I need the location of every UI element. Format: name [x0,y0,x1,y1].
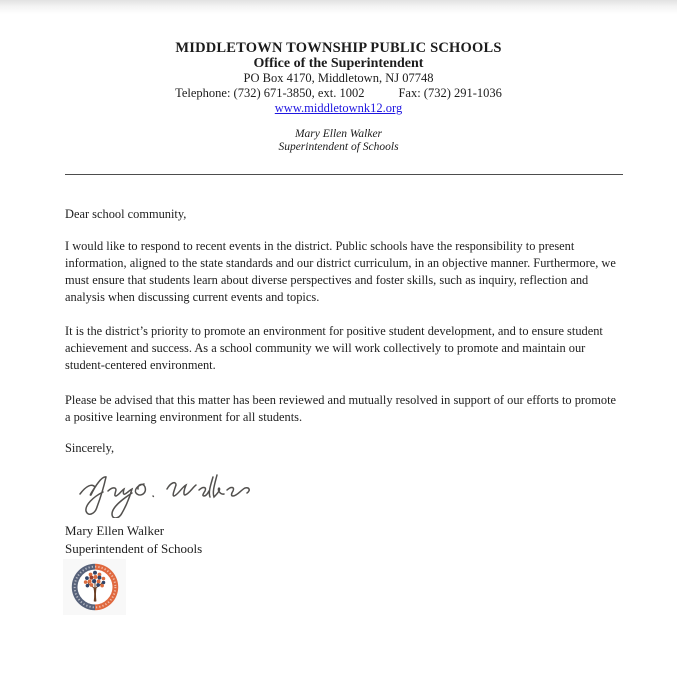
organization-name: MIDDLETOWN TOWNSHIP PUBLIC SCHOOLS [175,40,502,56]
closing: Sincerely, [65,440,115,455]
letter-paragraph-3: Please be advised that this matter has been reviewed and mutually resolved in support of our efforts to promote a positive learning environment for all students. [65,392,617,424]
letterhead-divider [65,174,623,175]
signer-block [65,522,620,558]
mailing-address: PO Box 4170, Middletown, NJ 07748 [243,71,434,85]
signature-mary-e-walker [75,462,265,518]
website-link[interactable]: www.middletownk12.org [274,101,403,115]
seal-svg [70,562,120,612]
district-seal-logo [63,559,126,615]
letterhead [0,0,677,155]
letter-paragraph-2: It is the district’s priority to promote an environment for positive student development, and to ensure student achievement and success. As a school community we will work collectively to promote and maintain our student-centered environment. [65,323,603,372]
signature-strokes [80,475,249,518]
office-title: Office of the Superintendent [253,56,424,71]
official-title: Superintendent of Schools [278,141,399,153]
letter-paragraph-1: I would like to respond to recent events in the district. Public schools have the responsibility to present information, aligned to the state standards and our district curriculum, in an objective manner. Furthermore, we must ensure that students learn about diverse perspectives and foster skills, such as inquiry, reflection and analysis when discussing current events and topics. [65,238,616,304]
fax-number: Fax: (732) 291-1036 [398,85,502,100]
signer-title: Superintendent of Schools [65,540,203,556]
contact-numbers [0,86,677,101]
official-block [0,128,677,155]
signer-name: Mary Ellen Walker [65,522,165,538]
letter-body [65,206,620,615]
salutation: Dear school community, [65,206,187,221]
official-name: Mary Ellen Walker [294,127,383,140]
telephone-number: Telephone: (732) 671-3850, ext. 1002 [175,85,365,100]
website-row [0,101,677,116]
